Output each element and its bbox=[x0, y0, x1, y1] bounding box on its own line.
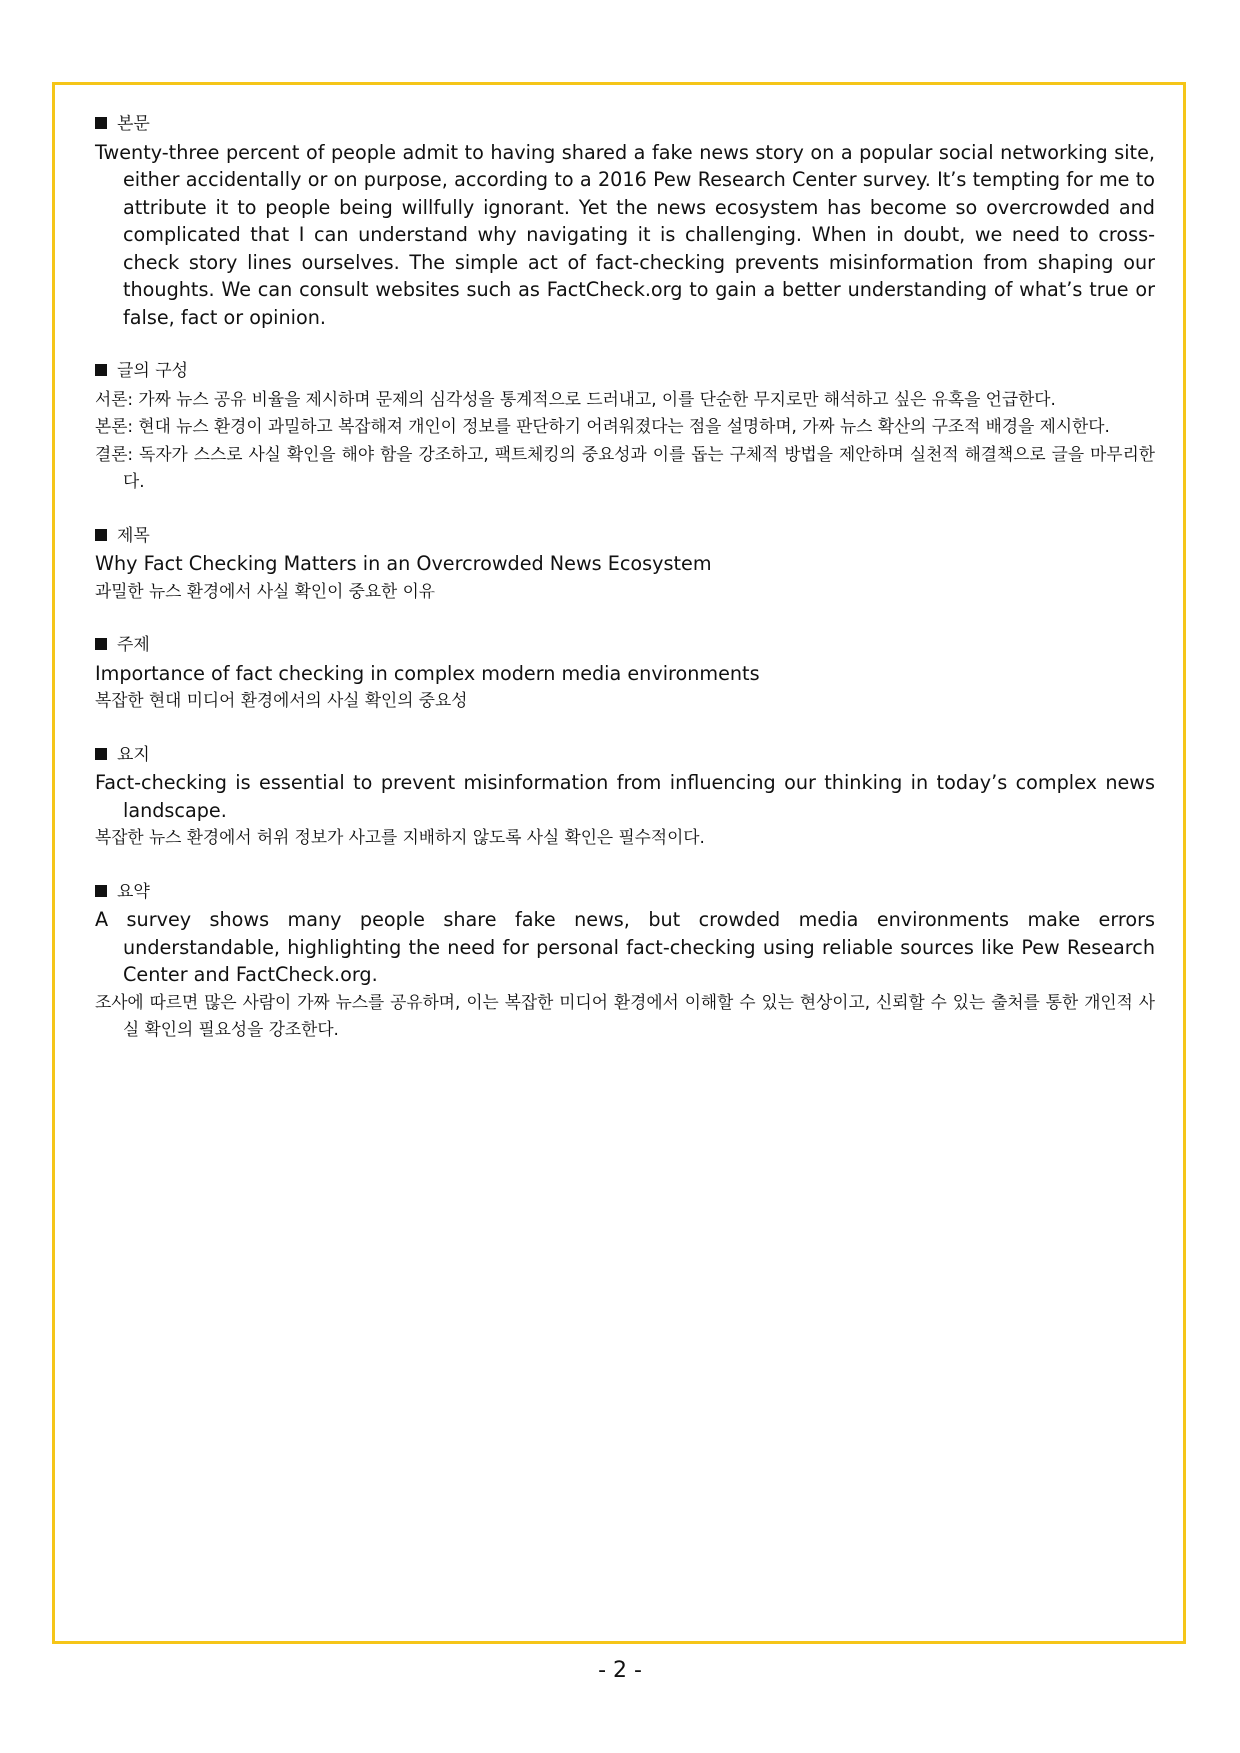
section-heading bbox=[95, 879, 1155, 907]
section-heading bbox=[95, 742, 1155, 770]
section-gist bbox=[95, 742, 1155, 852]
summary-korean: 조사에 따르면 많은 사람이 가짜 뉴스를 공유하며, 이는 복잡한 미디어 환경에서 이해할 수 있는 현상이고, 신뢰할 수 있는 출처를 통한 개인적 사실 확인의 필요성을 강조한다. bbox=[95, 991, 1155, 1039]
section-heading-label: 제목 bbox=[117, 525, 150, 546]
page-frame bbox=[52, 82, 1186, 1644]
section-topic bbox=[95, 632, 1155, 715]
section-heading bbox=[95, 111, 1155, 139]
section-heading-label: 요약 bbox=[117, 881, 150, 902]
structure-conclusion: 결론: 독자가 스스로 사실 확인을 해야 함을 강조하고, 팩트체킹의 중요성과 이를 돕는 구체적 방법을 제안하며 실천적 해결책으로 글을 마무리한다. bbox=[95, 443, 1155, 491]
structure-body: 본론: 현대 뉴스 환경이 과밀하고 복잡해져 개인이 정보를 판단하기 어려워졌다는 점을 설명하며, 가짜 뉴스 확산의 구조적 배경을 제시한다. bbox=[95, 416, 1110, 436]
document-content bbox=[95, 111, 1155, 1071]
section-heading bbox=[95, 523, 1155, 551]
topic-english: Importance of fact checking in complex modern media environments bbox=[95, 661, 760, 685]
title-english: Why Fact Checking Matters in an Overcrowded News Ecosystem bbox=[95, 552, 712, 575]
title-korean: 과밀한 뉴스 환경에서 사실 확인이 중요한 이유 bbox=[95, 580, 436, 601]
section-summary bbox=[95, 879, 1155, 1044]
section-heading-label: 주제 bbox=[117, 635, 150, 655]
structure-intro: 서론: 가짜 뉴스 공유 비율을 제시하며 문제의 심각성을 통계적으로 드러내고, 이를 단순한 무지로만 해석하고 싶은 유혹을 언급한다. bbox=[95, 388, 1056, 409]
section-structure bbox=[95, 358, 1155, 496]
section-heading-label: 요지 bbox=[117, 744, 150, 765]
black-square-icon bbox=[95, 117, 107, 129]
page-number: - 2 - bbox=[598, 1658, 642, 1683]
topic-korean: 복잡한 현대 미디어 환경에서의 사실 확인의 중요성 bbox=[95, 690, 468, 710]
black-square-icon bbox=[95, 885, 107, 897]
section-heading-label: 본문 bbox=[117, 114, 150, 134]
black-square-icon bbox=[95, 638, 107, 650]
summary-english: A survey shows many people share fake news, but crowded media environments make errors understandable, highlighting the need for personal fact-checking using reliable sources like Pew Research Center and FactCheck.org. bbox=[95, 908, 1155, 986]
section-heading bbox=[95, 358, 1155, 386]
body-text-paragraph: Twenty-three percent of people admit to having shared a fake news story on a popular social networking site, either accidentally or on purpose, according to a 2016 Pew Research Center survey. It’s tempting for me to attribute it to people being willfully ignorant. Yet the news ecosystem has become so overcrowded and complicated that I can understand why navigating it is challenging. When in doubt, we need to cross-check story lines ourselves. The simple act of fact-checking prevents misinformation from shaping our thoughts. We can consult websites such as FactCheck.org to gain a better understanding of what’s true or false, fact or opinion. bbox=[95, 140, 1155, 329]
section-heading-label: 글의 구성 bbox=[117, 361, 189, 381]
gist-english: Fact-checking is essential to prevent misinformation from influencing our thinking in today’s complex news landscape. bbox=[95, 771, 1155, 822]
black-square-icon bbox=[95, 529, 107, 541]
section-title bbox=[95, 523, 1155, 606]
section-heading bbox=[95, 632, 1155, 660]
black-square-icon bbox=[95, 364, 107, 376]
black-square-icon bbox=[95, 748, 107, 760]
gist-korean: 복잡한 뉴스 환경에서 허위 정보가 사고를 지배하지 않도록 사실 확인은 필수적이다. bbox=[95, 827, 705, 847]
section-body-text bbox=[95, 111, 1155, 331]
